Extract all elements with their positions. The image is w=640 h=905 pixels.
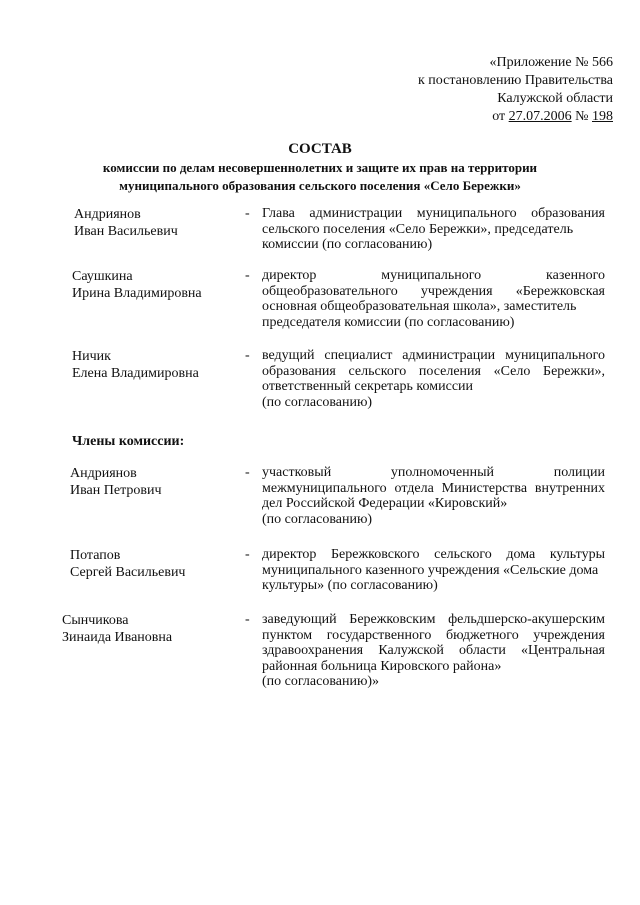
separator-dash: - xyxy=(245,465,250,480)
resolution-date-line xyxy=(418,108,613,126)
separator-dash: - xyxy=(245,206,250,221)
role-text: директор Бережковского сельского дома культуры муниципального казенного учреждения «Сельские дома xyxy=(262,547,605,578)
date-prefix: от xyxy=(492,109,509,124)
role-text: участковый уполномоченный полиции межмуниципального отдела Министерства внутренних дел Российской Федерации «Кировский» xyxy=(262,465,605,511)
appendix-number: «Приложение № 566 xyxy=(489,55,613,70)
resolution-reference: к постановлению Правительства xyxy=(417,73,613,88)
role-text: заведующий Бережковским фельдшерско-акушерским пунктом государственного бюджетного учреждения здравоохранения Калужской области «Центральная районная больница Кировского района» xyxy=(262,612,605,674)
person-surname: Андриянов xyxy=(74,207,141,222)
title-main: СОСТАВ xyxy=(288,141,352,157)
person-role xyxy=(262,348,605,410)
role-text-last-line: (по согласованию)» xyxy=(262,674,380,689)
person-role xyxy=(262,465,605,527)
person-surname: Ничик xyxy=(72,349,111,364)
role-text-last-line: председателя комиссии (по согласованию) xyxy=(262,314,515,330)
role-text-last-line: (по согласованию) xyxy=(262,511,373,527)
resolution-number: 198 xyxy=(592,109,613,124)
person-name xyxy=(72,348,199,382)
person-role xyxy=(262,268,605,330)
role-text-last-line: (по согласованию) xyxy=(262,394,373,410)
person-name xyxy=(62,612,172,646)
resolution-date: 27.07.2006 xyxy=(508,109,572,124)
person-given-name: Сергей Васильевич xyxy=(70,565,186,580)
person-name xyxy=(74,206,178,240)
role-text-last-line: комиссии (по согласованию) xyxy=(262,237,433,252)
separator-dash: - xyxy=(245,268,250,283)
person-given-name: Иван Петрович xyxy=(70,483,162,498)
person-surname: Сынчикова xyxy=(62,613,129,628)
person-given-name: Ирина Владимировна xyxy=(72,286,202,301)
title-subtitle-line2: муниципального образования сельского поселения «Село Бережки» xyxy=(119,178,521,193)
person-surname: Саушкина xyxy=(72,269,133,284)
document-title xyxy=(0,140,640,194)
person-name xyxy=(70,547,185,581)
person-role xyxy=(262,206,605,253)
role-text: Глава администрации муниципального образования сельского поселения «Село Бережки», председатель xyxy=(262,206,605,237)
separator-dash: - xyxy=(245,612,250,627)
person-name xyxy=(72,268,202,302)
person-name xyxy=(70,465,162,499)
person-surname: Потапов xyxy=(70,548,121,563)
person-given-name: Зинаида Ивановна xyxy=(62,630,173,645)
appendix-header xyxy=(418,54,613,126)
number-sign: № xyxy=(571,109,592,124)
separator-dash: - xyxy=(245,348,250,363)
person-role xyxy=(262,547,605,594)
separator-dash: - xyxy=(245,547,250,562)
title-subtitle-line1: комиссии по делам несовершеннолетних и защите их прав на территории xyxy=(102,160,538,175)
person-role xyxy=(262,612,605,690)
person-surname: Андриянов xyxy=(70,466,137,481)
role-text-last-line: культуры» (по согласованию) xyxy=(262,578,438,593)
members-heading: Члены комиссии: xyxy=(72,434,185,449)
person-given-name: Елена Владимировна xyxy=(72,366,199,381)
role-text: ведущий специалист администрации муниципального образования сельского поселения «Село Бережки», ответственный секретарь комиссии xyxy=(262,348,605,394)
person-given-name: Иван Васильевич xyxy=(74,224,178,239)
region-name: Калужской области xyxy=(497,91,613,106)
role-text: директор муниципального казенного общеобразовательного учреждения «Бережковская основная общеобразовательная школа», заместитель xyxy=(262,268,605,314)
